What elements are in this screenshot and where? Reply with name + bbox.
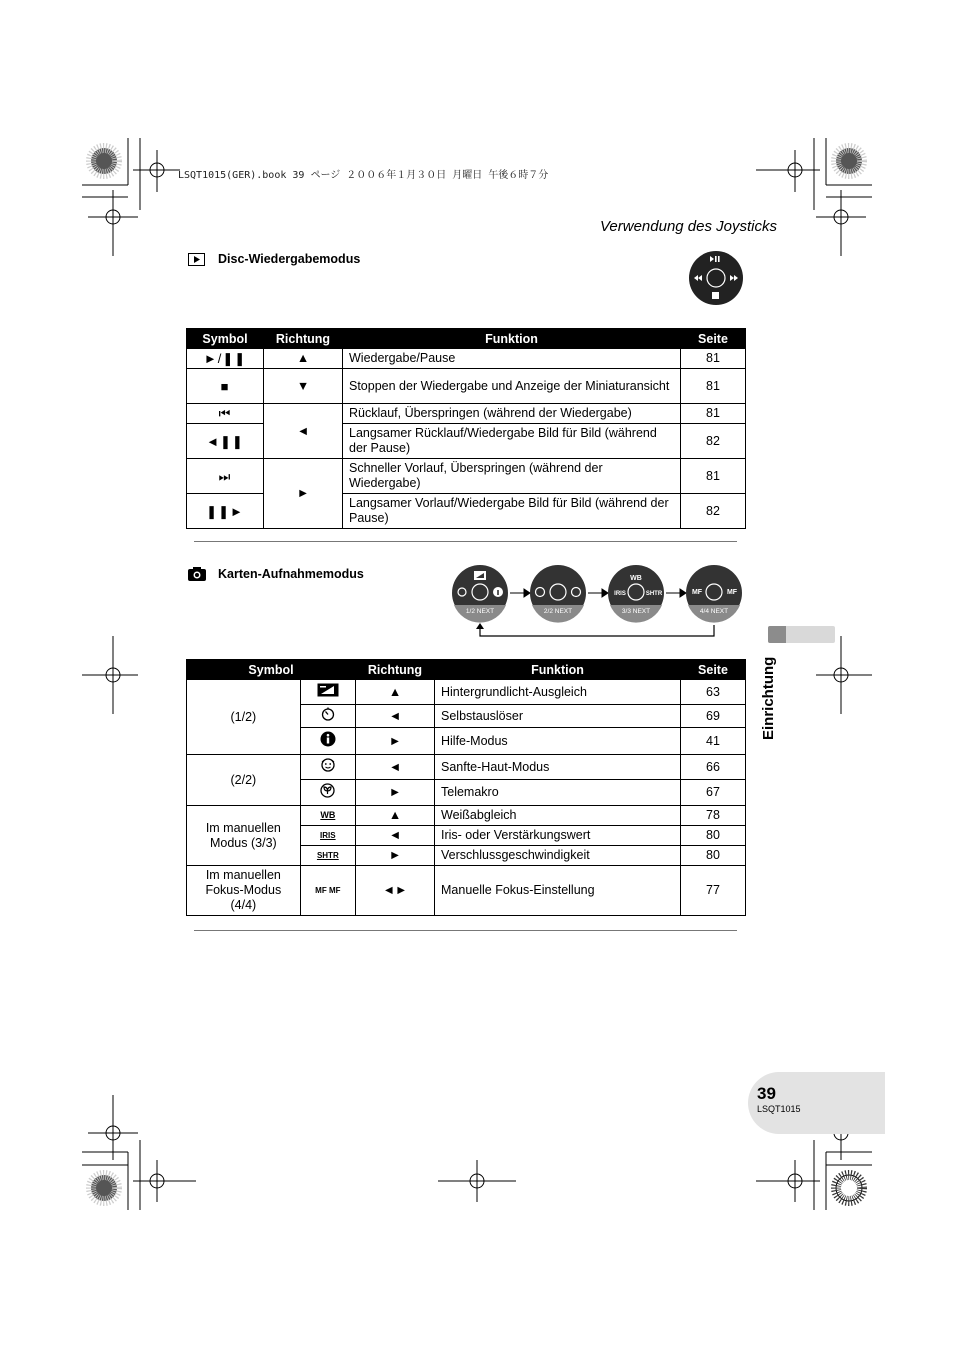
dial-1-2 [452,565,508,623]
side-tab-label: Einrichtung [760,656,777,740]
side-tab-marker [768,626,786,643]
disc-section-title: Disc-Wiedergabemodus [218,252,361,266]
play-pause-symbol: ►/❚❚ [187,349,264,369]
page-code: LSQT1015 [757,1104,801,1114]
table-row [187,369,746,404]
skip-forward-symbol: ⏭ [187,459,264,494]
page-ref: 63 [681,680,746,705]
self-timer-icon [300,705,355,728]
direction-left: ◄ [264,404,343,459]
backlight-icon [300,680,355,705]
direction: ▲ [356,806,435,826]
direction-right: ► [264,459,343,529]
stop-symbol: ■ [187,369,264,404]
page-ref: 67 [681,780,746,806]
function-text: Rücklauf, Überspringen (während der Wiedergabe) [343,404,681,424]
header-page: Seite [681,329,746,349]
divider [194,541,737,542]
header-page: Seite [681,660,746,680]
page-ref: 81 [681,459,746,494]
divider [194,930,737,931]
dial-4-4 [686,565,742,623]
function-text: Wiedergabe/Pause [343,349,681,369]
card-function-table [186,659,746,916]
group-label: Im manuellen Fokus-Modus (4/4) [187,866,301,916]
card-section-title: Karten-Aufnahmemodus [218,567,364,581]
svg-text:IRIS: IRIS [614,591,626,597]
play-mode-icon [188,253,205,266]
page-ref: 66 [681,755,746,780]
direction: ◄► [356,866,435,916]
camera-mode-icon [188,567,206,581]
group-label: Im manuellen Modus (3/3) [187,806,301,866]
function-text: Langsamer Vorlauf/Wiedergabe Bild für Bild (während der Pause) [343,494,681,529]
disc-function-table [186,328,746,529]
group-label: (1/2) [187,680,301,755]
mf-icon: MF MF [300,866,355,916]
wb-icon: WB [300,806,355,826]
book-line: LSQT1015(GER).book 39 ページ ２００６年１月３０日 月曜日 午後６時７分 [178,170,549,181]
function-text: Stoppen der Wiedergabe und Anzeige der Miniaturansicht [343,369,681,404]
page-ref: 78 [681,806,746,826]
svg-text:SHTR: SHTR [645,591,663,597]
svg-text:WB: WB [630,575,642,582]
table-row [187,680,746,705]
shtr-icon: SHTR [300,846,355,866]
page-ref: 77 [681,866,746,916]
page-ref: 81 [681,349,746,369]
direction: ◄ [356,755,435,780]
page-header-title: Verwendung des Joysticks [599,218,777,235]
page-ref: 69 [681,705,746,728]
header-symbol: Symbol [187,329,264,349]
group-label: (2/2) [187,755,301,806]
header-direction: Richtung [356,660,435,680]
page-ref: 82 [681,494,746,529]
table-row [187,806,746,826]
function-text: Langsamer Rücklauf/Wiedergabe Bild für Bild (während der Pause) [343,424,681,459]
slow-forward-symbol: ❚❚► [187,494,264,529]
direction: ◄ [356,826,435,846]
table-row [187,459,746,494]
dial-label: 3/3 NEXT [621,608,651,615]
joystick-mode-sequence [450,563,748,639]
direction: ► [356,846,435,866]
direction-down: ▼ [264,369,343,404]
svg-text:MF: MF [691,589,703,596]
page-ref: 81 [681,404,746,424]
page-ref: 82 [681,424,746,459]
function-text: Verschlussgeschwindigkeit [435,846,681,866]
function-text: Selbstauslöser [435,705,681,728]
header-function: Funktion [435,660,681,680]
tele-macro-icon [300,780,355,806]
function-text: Weißabgleich [435,806,681,826]
header-function: Funktion [343,329,681,349]
skip-back-symbol: ⏮ [187,404,264,424]
direction: ► [356,728,435,755]
function-text: Hilfe-Modus [435,728,681,755]
page-ref: 81 [681,369,746,404]
iris-icon: IRIS [300,826,355,846]
dial-label: 4/4 NEXT [699,608,729,615]
direction: ► [356,780,435,806]
page-number: 39 [757,1084,776,1103]
function-text: Schneller Vorlauf, Überspringen (während der Wiedergabe) [343,459,681,494]
help-icon [300,728,355,755]
header-direction: Richtung [264,329,343,349]
page-ref: 80 [681,826,746,846]
dial-label: 1/2 NEXT [465,608,495,615]
dial-2-2 [530,565,586,623]
direction: ▲ [356,680,435,705]
dial-label: 2/2 NEXT [543,608,573,615]
table-row [187,866,746,916]
function-text: Hintergrundlicht-Ausgleich [435,680,681,705]
table-row [187,404,746,424]
function-text: Manuelle Fokus-Einstellung [435,866,681,916]
table-row [187,349,746,369]
page-ref: 41 [681,728,746,755]
direction: ◄ [356,705,435,728]
function-text: Telemakro [435,780,681,806]
soft-skin-icon [300,755,355,780]
direction-up: ▲ [264,349,343,369]
function-text: Iris- oder Verstärkungswert [435,826,681,846]
slow-rewind-symbol: ◄❚❚ [187,424,264,459]
joystick-disc-icon [688,250,744,306]
table-row [187,755,746,780]
function-text: Sanfte-Haut-Modus [435,755,681,780]
header-symbol: Symbol [187,660,356,680]
svg-text:MF: MF [726,589,738,596]
page-ref: 80 [681,846,746,866]
dial-3-3 [608,565,664,623]
